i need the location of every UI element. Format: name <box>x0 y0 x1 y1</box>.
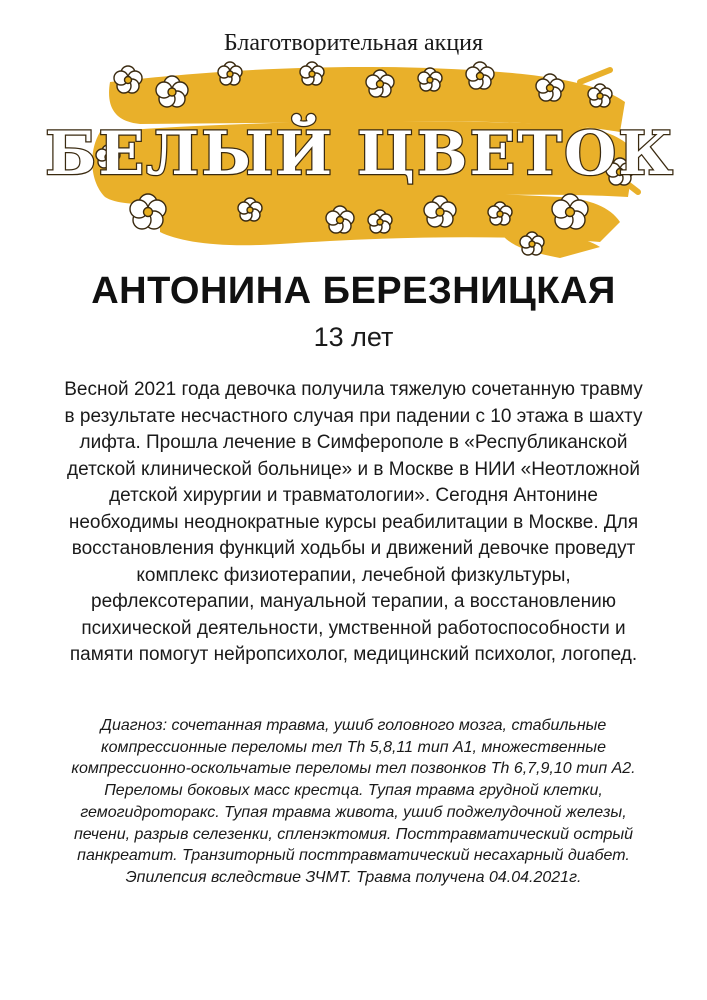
campaign-logo <box>45 62 675 262</box>
campaign-label: Благотворительная акция <box>223 30 484 56</box>
person-age: 13 лет <box>313 322 394 352</box>
story-paragraph: Весной 2021 года девочка получила тяжелую сочетанную травму в результате несчастного случая при падении с 10 этажа в шахту лифта. Прошла лечение в Симферополе в «Республиканской детской клинической больнице» и в Москве в НИИ «Неотложной детской хирургии и травматологии». Сегодня Антонине необходимы неоднократные курсы реабилитации в Москве. Для восстановления функций ходьбы и движений девочке проведут комплекс физиотерапии, лечебной физкультуры, рефлексотерапии, мануальной терапии, а восстановлению психической деятельности, умственной работоспособности и памяти помогут нейропсихолог, медицинский психолог, логопед. <box>64 379 643 665</box>
white-flower-logo-graphic <box>45 62 675 262</box>
person-name: АНТОНИНА БЕРЕЗНИЦКАЯ <box>91 270 616 312</box>
logo-title-text: БЕЛЫЙ ЦВЕТОК <box>45 119 675 189</box>
diagnosis-paragraph: Диагноз: сочетанная травма, ушиб головного мозга, стабильные компрессионные переломы тел Th 5,8,11 тип А1, множественные компрессионно-оскольчатые переломы тел позвонков Th 6,7,9,10 тип А2. Переломы боковых масс крестца. Тупая травма грудной клетки, гемогидроторакс. Тупая травма живота, ушиб поджелудочной железы, печени, разрыв селезенки, спленэктомия. Посттравматический острый панкреатит. Транзиторный посттравматический несахарный диабет. Эпилепсия вследствие ЗЧМТ. Травма получена 04.04.2021г. <box>71 717 636 886</box>
